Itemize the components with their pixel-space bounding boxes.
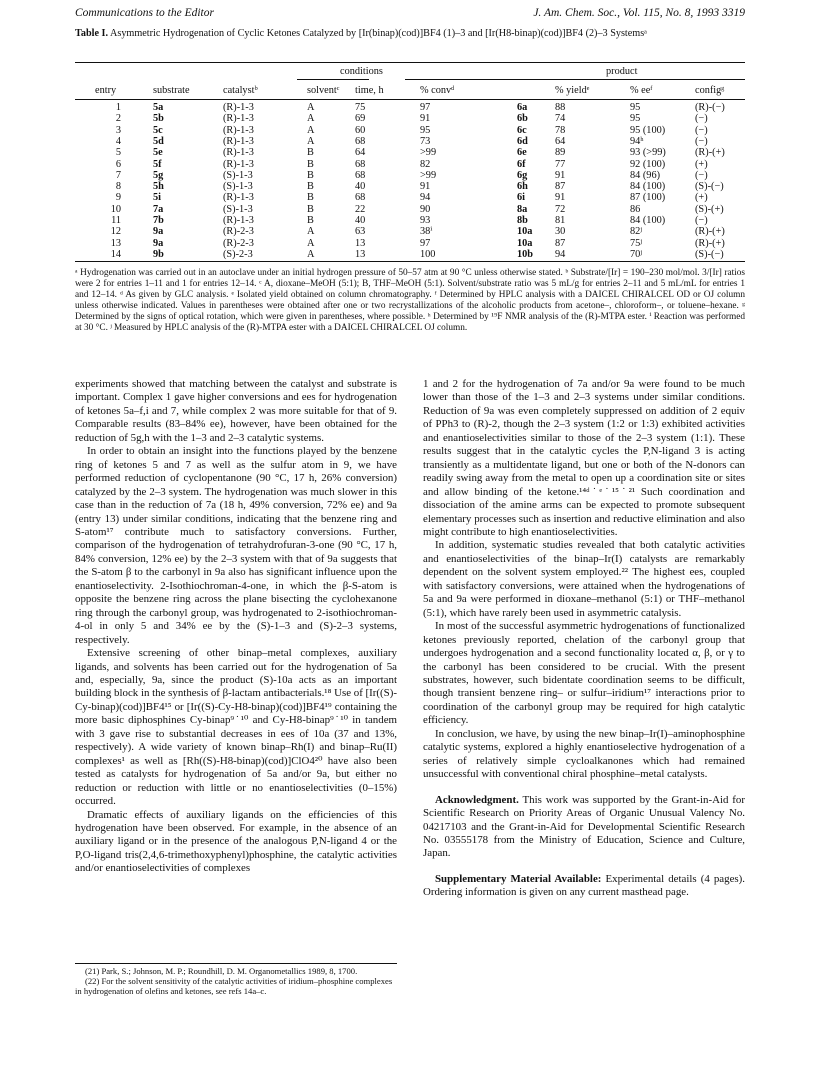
table-caption [75,28,745,40]
paragraph: 1 and 2 for the hydrogenation of 7a and/or 9a were found to be much lower than those of the 1–3 and 2–3 systems under similar conditions. Reduction of 9a was even completely suppressed on addition of 2 equiv of PPh3 to (R)-2, though the 2–3 system (1:2 or 1:3) exhibited activities and enantioselectivities similar to those of the 2–3 system (1:1). These results suggest that in the catalytic cycles the P,N-ligand 3 is acting transiently as a multidentate ligand, but one or both of the N-donors can readily swing away from the metal to open up a coordination site or sites and allow binding of the ketone.¹⁴ᵈ˙ᵉ˙¹⁵˙²¹ Such coordination and dissociation of the amine arms can be expected to promote subsequent elementary processes such as insertion and reductive elimination and also might contribute to high enantioselectivities. [423,378,745,538]
conditions-rule [297,79,369,80]
table-cell: 6g [517,169,528,181]
table-cell: 95 [420,124,431,136]
table-cell: 30 [555,226,566,238]
table-cell: 94 [555,248,566,260]
table-cell: 9 [115,192,121,204]
supplementary-heading: Supplementary Material Available: [435,872,602,885]
table-cell: 73 [420,135,431,147]
paragraph: experiments showed that matching between the catalyst and substrate is important. Complex 1 gave higher conversions and ees for hydrogenation of ketones 5a–f,i and 7, while complex 2 was more suitable for that of 9. Comparable results (83–84% ee), however, have been obtained for the reduction of 5g,h with the 1–3 and 2–3 catalytic systems. [75,378,397,444]
table-cell: 7 [115,169,121,181]
paragraph: Extensive screening of other binap–metal complexes, auxiliary ligands, and solvents has been carried out for the hydrogenation of 5a and, especially, 9a, since the product (S)-10a acts as an important building block in the synthesis of β-lactam antibacterials.¹⁸ Use of [Ir((S)-Cy-binap)(cod)]BF4¹⁵ or [Ir((S)-Cy-H8-binap)(cod)]BF4¹⁹ containing the more basic diphosphines Cy-binap⁹˙¹⁰ and Cy-H8-binap⁹˙¹⁰ in tandem with 3 gave rise to substantial decreases in ees of 10a (37 and 13%, respectively). A wide variety of known binap–Rh(I) and binap–Ru(II) complexes¹ as well as [Rh((S)-H8-binap)(cod)]ClO4²⁰ have also been tested as catalysts for hydrogenation of 5a and/or 9a, but either no reduction or reduction with little or no enantioselectivities (0–15%) occurred. [75,647,397,808]
table-cell: 94 [420,192,431,204]
acknowledgment-section [423,794,745,861]
running-header [75,7,745,23]
column-header: % eeᶠ [630,85,653,96]
table-cell: B [307,169,314,181]
reference-22: (22) For the solvent sensitivity of the catalytic activities of iridium–phosphine complexes in hydrogenation of olefins and ketones, see refs 14a–c. [75,976,393,996]
table-cell: 6i [517,192,526,204]
table-cell: 6a [517,102,528,113]
column-header: catalystᵇ [223,85,258,96]
table-cell: 7b [153,215,164,226]
table-cell: 68 [355,135,366,147]
header-section-title: Communications to the Editor [75,7,214,19]
table-cell: 6f [517,158,526,170]
references-rule [75,963,397,964]
paragraph: In order to obtain an insight into the functions played by the benzene ring of ketones 5 and 7 as well as the sulfur atom in 9, we have performed reduction of cyclopentanone (90 °C, 17 h, 26% conversion) catalyzed by the 2–3 system. The hydrogenation was much slower in this case than in the reduction of 7a (18 h, 49% conversion, 72% ee) and 9a (entry 13) under similar conditions, indicating that the benzene ring and S-atom¹⁷ contribute much to satisfactory conversions. Further, comparison of the hydrogenation of tetrahydrofuran-3-one (90 °C, 17 h, 84% conversion, 12% ee) by the 2–3 system with that of 9a suggests that the S-atom β to the carbonyl in 9a also has significant influence upon the enantioselectivity. 2-Isothiochroman-4-one, in which the β-S-atom is opposite the benzene ring across the plane bisecting the cyclohexanone ring through the carbonyl group, was hydrogenated to 2-isothiochroman-4-ol in only 5 and 34% ee by the (S)-1–3 and (S)-2–3 systems, respectively. [75,445,397,646]
table-cell: >99 [420,147,437,159]
table-cell: (+) [695,158,708,170]
supplementary-section [423,873,745,900]
table-cell: 8 [115,181,121,193]
table-cell: (R)-1-3 [223,113,254,125]
table-cell: 5f [153,158,162,170]
table-cell: 91 [555,169,566,181]
table-cell: A [307,102,315,113]
group-header-product: product [606,66,638,77]
table-cell: (S)-(−) [695,181,724,193]
table-cell: 93 (>99) [630,147,666,159]
table-label: Table I. [75,28,109,39]
table-cell: 6c [517,124,527,136]
table-cell: 93 [420,215,431,226]
table-cell: 69 [355,113,366,125]
table-cell: 7a [153,203,164,215]
table-cell: 9b [153,248,164,260]
table-cell: 6e [517,147,527,159]
table-cell: 12 [110,226,121,238]
table-cell: (S)-1-3 [223,181,253,193]
table-cell: 97 [420,102,431,113]
table-cell: 91 [420,113,431,125]
table-cell: B [307,215,314,226]
table-cell: 87 (100) [630,192,666,204]
header-journal-citation: J. Am. Chem. Soc., Vol. 115, No. 8, 1993 3319 [533,7,745,19]
column-header: configᵍ [695,85,725,96]
table-cell: (S)-1-3 [223,169,253,181]
table-cell: 81 [555,215,566,226]
table-cell: (R)-1-3 [223,102,254,113]
table-cell: 5b [153,113,164,125]
table-cell: 10b [517,248,534,260]
table-cell: (R)-1-3 [223,192,254,204]
column-header: time, h [355,85,384,96]
table-cell: 87 [555,237,566,249]
table-cell: 90 [420,203,431,215]
table-cell: (R)-1-3 [223,135,254,147]
table-cell: 5i [153,192,162,204]
paragraph: In addition, systematic studies revealed that both catalytic activities and enantioselectivities of the binap–Ir(I) catalysts are remarkably dependent on the solvent system employed.²² The highest ees, coupled with satisfactory conversions, were attained when the hydrogenations of 5a and 9a were performed in dioxane–methanol (5:1) or THF–methanol (5:1), which have rarely been used in asymmetric catalysis. [423,539,745,619]
acknowledgment-heading: Acknowledgment. [435,793,519,806]
table-cell: 10 [110,203,121,215]
column-header: substrate [153,85,190,96]
table-cell: (−) [695,124,708,136]
table-cell: (−) [695,215,708,226]
table-cell: 6b [517,113,528,125]
table-cell: B [307,203,314,215]
table-cell: 68 [355,158,366,170]
table-cell: 77 [555,158,566,170]
table-cell: 5 [115,147,121,159]
table-cell: 75ʲ [630,237,642,249]
table-cell: 5e [153,147,163,159]
table-cell: 91 [555,192,566,204]
table-cell: (−) [695,135,708,147]
paragraph: In most of the successful asymmetric hydrogenations of functionalized ketones previously reported, chelation of the carbonyl group that undergoes hydrogenation and a second functionality located α, β, or γ to the carbonyl has been considered to be crucial. With the present substrates, however, such bidentate coordination seems to be difficult, though transient benzene ring– or sulfur–iridium¹⁷ interactions prior to coordination of the carbonyl group may be required for high catalytic efficiency. [423,620,745,727]
table-cell: 63 [355,226,366,238]
table-caption-text: Asymmetric Hydrogenation of Cyclic Ketones Catalyzed by [Ir(binap)(cod)]BF4 (1)–3 and [Ir(H8-binap)(cod)]BF4 (2)–3 Systemsᵃ [110,28,647,39]
table-header-rule [75,99,745,100]
table-cell: 6 [115,158,121,170]
table-cell: 5g [153,169,164,181]
table-cell: 84 (100) [630,181,666,193]
table-cell: (S)-(−) [695,248,724,260]
table-cell: (R)-2-3 [223,226,254,238]
table-cell: (−) [695,113,708,125]
table-cell: 14 [110,248,121,260]
table-cell: 8b [517,215,528,226]
table-cell: (−) [695,169,708,181]
table-cell: 68 [355,169,366,181]
table-cell: 40 [355,215,366,226]
table-cell: 75 [355,102,366,113]
paragraph: In conclusion, we have, by using the new binap–Ir(I)–aminophosphine catalytic systems, explored a highly enantioselective hydrogenation of a series of relatively simple cycloalkanones which had remained unsuccessful with conventional chiral phosphine–metal catalysts. [423,727,745,781]
reference-21: (21) Park, S.; Johnson, M. P.; Roundhill, D. M. Organometallics 1989, 8, 1700. [85,966,358,976]
group-header-conditions: conditions [340,66,383,77]
product-rule [405,79,745,80]
table-cell: 22 [355,203,366,215]
table-cell: 95 [630,113,641,125]
table-cell: 3 [115,124,121,136]
table-cell: >99 [420,169,437,181]
table-cell: 38ⁱ [420,226,433,238]
table-cell: 70ʲ [630,248,642,260]
table-bottom-rule [75,261,745,262]
paragraph: Dramatic effects of auxiliary ligands on the efficiencies of this hydrogenation have been observed. For example, in the absence of an auxiliary ligand or in the presence of the analogous P,N-ligand 4 or the P,O-ligand tris(2,4,6-trimethoxyphenyl)phosphine, the catalytic activities and/or enantioselectivities of complexes [75,808,397,875]
table-cell: 82 [420,158,431,170]
table-cell: A [307,124,315,136]
table-cell: B [307,181,314,193]
table-cell: 9a [153,226,164,238]
column-header: % convᵈ [420,85,455,96]
table-cell: 68 [355,192,366,204]
table-cell: 64 [555,135,566,147]
table-cell: (R)-1-3 [223,215,254,226]
table-cell: 100 [420,248,436,260]
column-header: % yieldᵉ [555,85,590,96]
table-cell: (R)-1-3 [223,158,254,170]
table-footnotes: ᵃ Hydrogenation was carried out in an autoclave under an initial hydrogen pressure of 50–57 atm at 90 °C unless otherwise stated. ᵇ Substrate/[Ir] = 190–230 mol/mol. 3/[Ir] ratios were 2 for entries 1–11 and 1 for entries 12–14. ᶜ A, dioxane–MeOH (5:1); B, THF–MeOH (5:1). Solvent/substrate ratio was 5 mL/g for entries 2–11 and 5 mL/mL for entries 1 and 12–14. ᵈ As given by GLC analysis. ᵉ Isolated yield obtained on column chromatography. ᶠ Determined by HPLC analysis with a DAICEL CHIRALCEL OD or OJ column unless otherwise indicated. Values in parentheses were obtained after one or two recrystallizations of the alcoholic products from acetone–, chloroform–, or toluene–hexane. ᵍ Determined by the signs of optical rotation, which were given in parentheses, where possible. ʰ Determined by ¹⁹F NMR analysis of the (R)-MTPA ester. ⁱ Reaction was performed at 30 °C. ʲ Measured by HPLC analysis of the (R)-MTPA ester with a DAICEL CHIRALCEL OJ column. [75,268,745,334]
table-cell: 9a [153,237,164,249]
table-cell: 84 (96) [630,169,661,181]
table-cell: (S)-(+) [695,203,724,215]
table-cell: (R)-2-3 [223,237,254,249]
table-cell: 11 [111,215,121,226]
table-cell: 4 [115,135,121,147]
table-cell: 95 (100) [630,124,666,136]
table-cell: 13 [355,248,366,260]
table-cell: 72 [555,203,566,215]
table-cell: 5h [153,181,164,193]
table-cell: 92 (100) [630,158,666,170]
table-cell: 5c [153,124,163,136]
column-header: solventᶜ [307,85,340,96]
table-cell: A [307,226,315,238]
table-cell: 13 [355,237,366,249]
table-cell: B [307,147,314,159]
table-cell: (R)-(+) [695,147,725,159]
table-cell: (R)-(+) [695,237,725,249]
left-column [75,378,397,876]
table-cell: 8a [517,203,528,215]
table-cell: 94ʰ [630,135,644,147]
table-cell: (R)-(−) [695,102,725,113]
table-cell: A [307,237,315,249]
table-cell: 97 [420,237,431,249]
table-cell: (R)-1-3 [223,124,254,136]
table-top-rule [75,62,745,63]
table-cell: 2 [115,113,121,125]
table-cell: B [307,192,314,204]
table-cell: 6d [517,135,528,147]
table-cell: 86 [630,203,641,215]
table-cell: 89 [555,147,566,159]
table-cell: 1 [115,102,121,113]
results-table [75,62,745,262]
table-cell: 60 [355,124,366,136]
table-cell: 87 [555,181,566,193]
table-cell: 88 [555,102,566,113]
table-cell: 5a [153,102,164,113]
table-cell: 64 [355,147,366,159]
table-cell: 84 (100) [630,215,666,226]
table-cell: 13 [110,237,121,249]
table-cell: A [307,135,315,147]
column-header: entry [95,85,117,96]
table-cell: 40 [355,181,366,193]
supplementary-text: Experimental details (4 pages). Ordering information is given on any current masthead page. [423,872,745,899]
table-cell: (S)-1-3 [223,203,253,215]
table-cell: A [307,248,315,260]
table-cell: (S)-2-3 [223,248,253,260]
table-cell: 5d [153,135,164,147]
table-cell: 78 [555,124,566,136]
table-cell: 91 [420,181,431,193]
table-cell: 10a [517,226,533,238]
table-cell: B [307,158,314,170]
table-cell: (R)-(+) [695,226,725,238]
table-cell: (+) [695,192,708,204]
table-cell: 82ʲ [630,226,642,238]
table-cell: 10a [517,237,533,249]
references [75,966,397,996]
table-cell: (R)-1-3 [223,147,254,159]
table-cell: A [307,113,315,125]
acknowledgment-text: This work was supported by the Grant-in-Aid for Scientific Research on Priority Areas of Organic Unusual Valency No. 04217103 and the Grant-in-Aid for Developmental Scientific Research No. 03555178 from the Ministry of Education, Science and Culture, Japan. [423,793,745,860]
table-cell: 95 [630,102,641,113]
table-cell: 6h [517,181,528,193]
right-column [423,378,745,900]
table-cell: 74 [555,113,566,125]
